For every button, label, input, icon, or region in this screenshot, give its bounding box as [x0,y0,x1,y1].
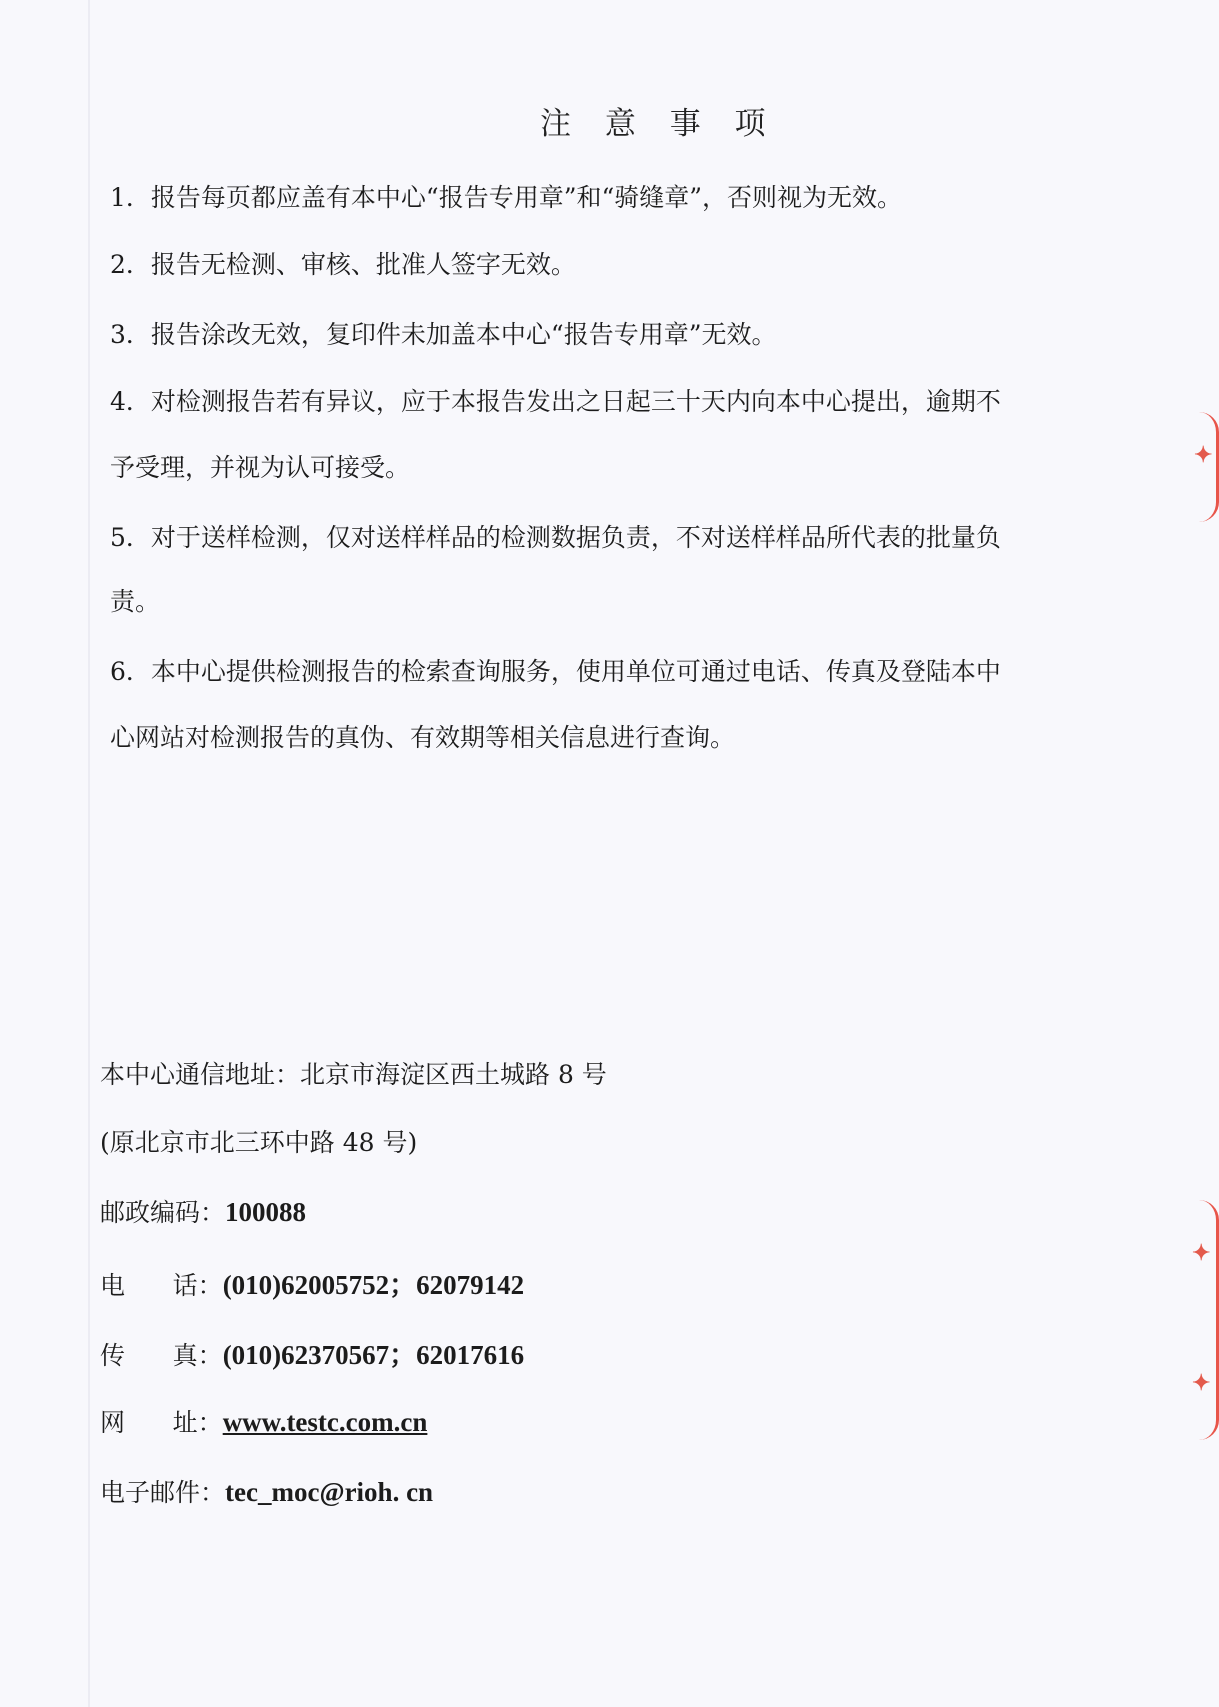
address-line: 本中心通信地址：北京市海淀区西土城路 8 号 [100,1060,607,1089]
scan-fold-line [88,0,90,1707]
note-2: 2．报告无检测、审核、批准人签字无效。 [110,250,576,279]
note-1: 1．报告每页都应盖有本中心“报告专用章”和“骑缝章”，否则视为无效。 [110,183,903,212]
note-5-line-2: 责。 [110,587,161,616]
note-5-line-1: 5．对于送样检测，仅对送样样品的检测数据负责，不对送样样品所代表的批量负 [110,523,1001,552]
email-label: 电子邮件： [100,1478,226,1507]
old-address-line: (原北京市北三环中路 48 号) [100,1128,418,1157]
fax-label: 传 真： [100,1341,223,1370]
note-3: 3．报告涂改无效，复印件未加盖本中心“报告专用章”无效。 [110,320,777,349]
note-6-line-1: 6．本中心提供检测报告的检索查询服务，使用单位可通过电话、传真及登陆本中 [110,657,1001,686]
fax-line [100,1333,524,1372]
phone-value: (010)62005752；62079142 [222,1270,525,1300]
page-title: 注 意 事 项 [540,106,778,142]
email-line [100,1473,433,1509]
stamp-mark-icon-3: ✦ [1192,1370,1211,1396]
note-4-line-1: 4．对检测报告若有异议，应于本报告发出之日起三十天内向本中心提出，逾期不 [110,387,1001,416]
stamp-mark-icon: ✦ [1194,442,1213,468]
seam-stamp-top [1186,412,1219,522]
email-value[interactable]: tec_moc@rioh. cn [225,1477,434,1507]
note-6-line-2: 心网站对检测报告的真伪、有效期等相关信息进行查询。 [110,723,736,752]
postcode-value: 100088 [225,1197,307,1227]
website-line [100,1403,427,1439]
website-label: 网 址： [100,1408,223,1437]
fax-value: (010)62370567；62017616 [222,1340,525,1370]
postcode-line [100,1193,306,1229]
phone-line [100,1263,524,1302]
postcode-label: 邮政编码： [100,1198,226,1227]
seam-stamp-bottom [1186,1200,1219,1440]
phone-label: 电 话： [100,1271,223,1300]
note-4-line-2: 予受理，并视为认可接受。 [110,453,411,482]
stamp-mark-icon-2: ✦ [1192,1240,1211,1266]
website-link[interactable]: www.testc.com.cn [222,1407,428,1437]
